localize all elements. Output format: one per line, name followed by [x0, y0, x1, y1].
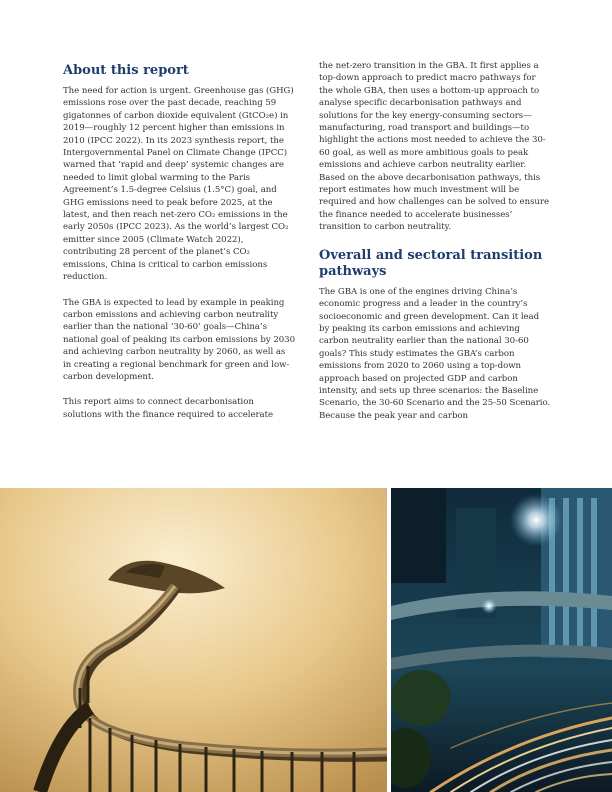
- city-night-photo: [391, 488, 612, 792]
- about-paragraph-3: This report aims to connect decarbonisation solutions with the finance required to accelerate: [63, 397, 274, 420]
- about-continuation: the net-zero transition in the GBA. It first applies a top-down approach to predict macro pathways for the whole GBA, then uses a bottom-up approach to analyse specific decarbonisation pathways and solutions for the key energy-consuming sectors—manufacturing, road transport and buildings—to highlight the actions most needed to achieve the 30-60 goal, as well as more ambitious goals to peak emissions and achieve carbon neutrality earlier. Based on the above decarbonisation pathways, this report estimates how much investment will be required and how challenges can be solved to ensure the finance needed to accelerate businesses’ transition to carbon neutrality.: [319, 61, 550, 233]
- about-heading: About this report: [63, 63, 189, 78]
- pathways-heading: Overall and sectoral transition pathways: [319, 247, 543, 279]
- right-column: [319, 60, 551, 435]
- about-paragraph-1: The need for action is urgent. Greenhouse gas (GHG) emissions rose over the past decade, reaching 59 gigatonnes of carbon dioxide equivalent (GtCO₂e) in 2019—roughly 12 percent higher than emissions in 2010 (IPCC 2022). In its 2023 synthesis report, the Intergovernmental Panel on Climate Change (IPCC) warned that ‘rapid and deep’ systemic changes are needed to limit global warming to the Paris Agreement’s 1.5-degree Celsius (1.5°C) goal, and GHG emissions need to peak before 2025, at the latest, and then reach net-zero CO₂ emissions in the early 2050s (IPCC 2023). As the world’s largest CO₂ emitter since 2005 (Climate Watch 2022), contributing 28 percent of the planet’s CO₂ emissions, China is critical to carbon emissions reduction.: [63, 86, 294, 283]
- bridge-photo: [0, 488, 387, 792]
- about-paragraph-2: The GBA is expected to lead by example in peaking carbon emissions and achieving carbon neutrality earlier than the national ‘30-60’ goals—China’s national goal of peaking its carbon emissions by 2030 and achieving carbon neutrality by 2060, as well as in creating a regional benchmark for green and low-carbon development.: [63, 297, 296, 382]
- photo-strip: [0, 488, 612, 792]
- pathways-paragraph: The GBA is one of the engines driving China’s economic progress and a leader in the country’s socioeconomic and green development. Can it lead by peaking its carbon emissions and achieving carbon neutrality earlier than the national 30-60 goals? This study estimates the GBA’s carbon emissions from 2020 to 2060 using a top-down approach based on projected GDP and carbon intensity, and sets up three scenarios: the Baseline Scenario, the 30-60 Scenario and the 25-50 Scenario. Because the peak year and carbon: [319, 286, 551, 421]
- left-column: [63, 60, 295, 434]
